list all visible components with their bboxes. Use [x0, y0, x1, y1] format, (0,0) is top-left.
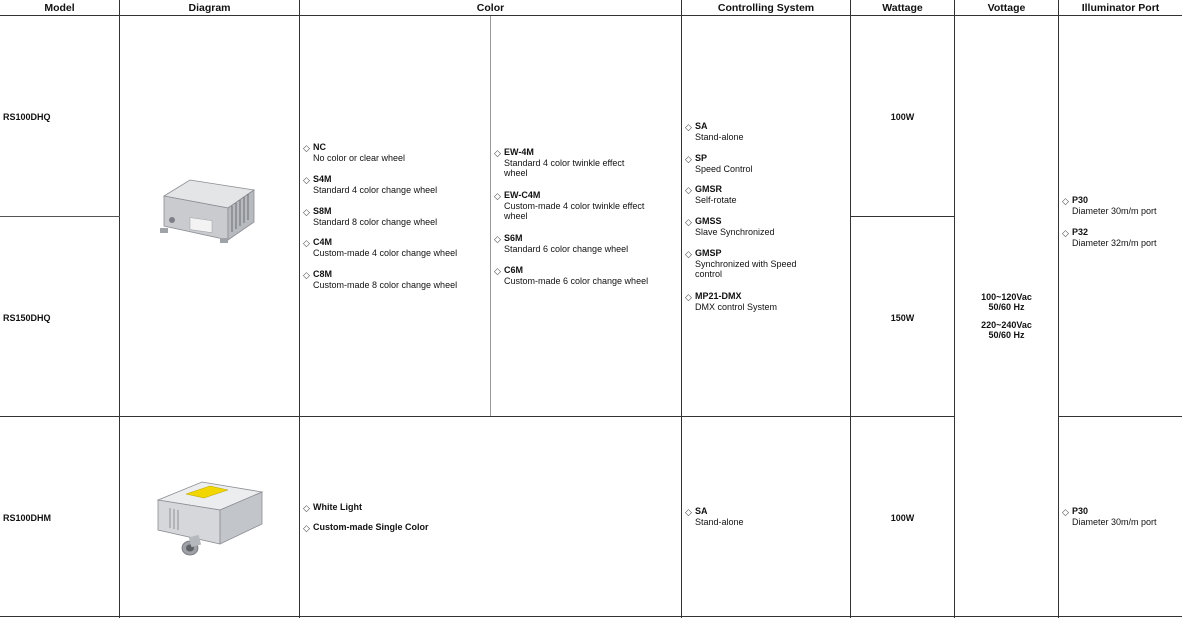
diamond-icon: ◇ [494, 190, 501, 201]
list-item [685, 291, 855, 312]
list-item [685, 153, 855, 174]
diamond-icon: ◇ [494, 147, 501, 158]
header-model: Model [0, 0, 120, 16]
option-code: Custom-made Single Color [313, 522, 429, 532]
list-item [685, 506, 855, 527]
option-code: EW-4M [504, 147, 534, 157]
option-desc: Custom-made 6 color change wheel [504, 275, 649, 286]
voltage-line: 50/60 Hz [988, 330, 1025, 340]
wattage-rs100dhm: 100W [890, 513, 915, 523]
grid-line [299, 16, 300, 618]
option-desc: control [695, 269, 723, 279]
list-item [1062, 195, 1182, 216]
option-desc: Standard 8 color change wheel [313, 216, 438, 227]
list-item [494, 190, 684, 222]
diamond-icon: ◇ [685, 121, 692, 132]
diamond-icon: ◇ [303, 237, 310, 248]
diamond-icon: ◇ [303, 174, 310, 185]
voltage-spec [955, 292, 1058, 340]
projector-diagram-dhq [150, 176, 270, 256]
option-code: NC [313, 142, 326, 152]
voltage-line: 100~120Vac [981, 292, 1032, 302]
option-desc: Custom-made 4 color twinkle effect [504, 200, 645, 211]
list-item [303, 174, 493, 195]
list-item [685, 121, 855, 142]
grid-line [0, 216, 120, 217]
option-desc: Custom-made 8 color change wheel [313, 279, 458, 290]
model-rs100dhq: RS100DHQ [3, 112, 51, 122]
header-diagram: Diagram [120, 0, 300, 16]
voltage-line: 50/60 Hz [988, 302, 1025, 312]
diamond-icon: ◇ [685, 291, 692, 302]
diamond-icon: ◇ [303, 206, 310, 217]
diamond-icon: ◇ [1062, 506, 1069, 517]
option-code: GMSP [695, 248, 722, 258]
grid-line [851, 216, 955, 217]
list-item [494, 147, 684, 179]
option-desc: Standard 4 color change wheel [313, 184, 438, 195]
diamond-icon: ◇ [494, 265, 501, 276]
diamond-icon: ◇ [685, 184, 692, 195]
diamond-icon: ◇ [303, 502, 310, 513]
grid-line [1058, 16, 1059, 618]
list-item [685, 184, 855, 205]
option-code: SA [695, 121, 708, 131]
option-code: GMSR [695, 184, 722, 194]
projector-diagram-dhm [150, 478, 270, 563]
grid-line [0, 616, 1182, 617]
header-controlling-system: Controlling System [682, 0, 851, 16]
wattage-rs150dhq: 150W [890, 313, 915, 323]
option-desc: Standard 6 color change wheel [504, 243, 629, 254]
diamond-icon: ◇ [1062, 227, 1069, 238]
list-item [303, 522, 513, 533]
diamond-icon: ◇ [685, 506, 692, 517]
option-code: S6M [504, 233, 523, 243]
list-item [1062, 227, 1182, 248]
option-desc: No color or clear wheel [313, 152, 406, 163]
grid-line [681, 16, 682, 618]
option-code: White Light [313, 502, 362, 512]
diamond-icon: ◇ [1062, 195, 1069, 206]
diamond-icon: ◇ [685, 153, 692, 164]
grid-line [119, 16, 120, 618]
option-desc: DMX control System [695, 301, 778, 312]
wattage-rs100dhq: 100W [890, 112, 915, 122]
list-item [685, 248, 855, 280]
option-desc: Stand-alone [695, 131, 744, 142]
header-illuminator-port: Illuminator Port [1059, 0, 1182, 16]
list-item [685, 216, 855, 237]
diamond-icon: ◇ [303, 269, 310, 280]
list-item [1062, 506, 1182, 527]
header-wattage: Wattage [851, 0, 955, 16]
header-color: Color [300, 0, 682, 16]
list-item [303, 502, 513, 513]
option-code: SP [695, 153, 708, 163]
option-code: EW-C4M [504, 190, 541, 200]
option-desc: Diameter 30m/m port [1072, 205, 1157, 216]
option-desc: Diameter 30m/m port [1072, 516, 1157, 527]
grid-line [0, 416, 955, 417]
diamond-icon: ◇ [303, 142, 310, 153]
option-code: C8M [313, 269, 333, 279]
diamond-icon: ◇ [685, 248, 692, 259]
model-rs150dhq: RS150DHQ [3, 313, 51, 323]
option-desc: Standard 4 color twinkle effect [504, 157, 625, 168]
option-code: S8M [313, 206, 332, 216]
option-code: P32 [1072, 227, 1089, 237]
option-desc: Custom-made 4 color change wheel [313, 247, 458, 258]
option-code: P30 [1072, 506, 1089, 516]
list-item [494, 265, 684, 286]
list-item [303, 206, 493, 227]
option-code: P30 [1072, 195, 1089, 205]
diamond-icon: ◇ [303, 522, 310, 533]
list-item [494, 233, 684, 254]
option-desc: wheel [504, 211, 528, 221]
option-code: C4M [313, 237, 333, 247]
option-code: MP21-DMX [695, 291, 742, 301]
option-code: C6M [504, 265, 524, 275]
list-item [303, 237, 493, 258]
diamond-icon: ◇ [494, 233, 501, 244]
grid-line [1059, 416, 1182, 417]
list-item [303, 142, 493, 163]
list-item [303, 269, 493, 290]
option-desc: Stand-alone [695, 516, 744, 527]
option-desc: Synchronized with Speed [695, 258, 797, 269]
option-code: SA [695, 506, 708, 516]
header-voltage: Vottage [955, 0, 1059, 16]
option-desc: wheel [504, 168, 528, 178]
diamond-icon: ◇ [685, 216, 692, 227]
option-desc: Speed Control [695, 163, 753, 174]
option-desc: Slave Synchronized [695, 226, 775, 237]
model-rs100dhm: RS100DHM [3, 513, 52, 523]
option-code: S4M [313, 174, 332, 184]
option-desc: Diameter 32m/m port [1072, 237, 1157, 248]
voltage-line: 220~240Vac [981, 320, 1032, 330]
option-desc: Self-rotate [695, 194, 737, 205]
option-code: GMSS [695, 216, 722, 226]
